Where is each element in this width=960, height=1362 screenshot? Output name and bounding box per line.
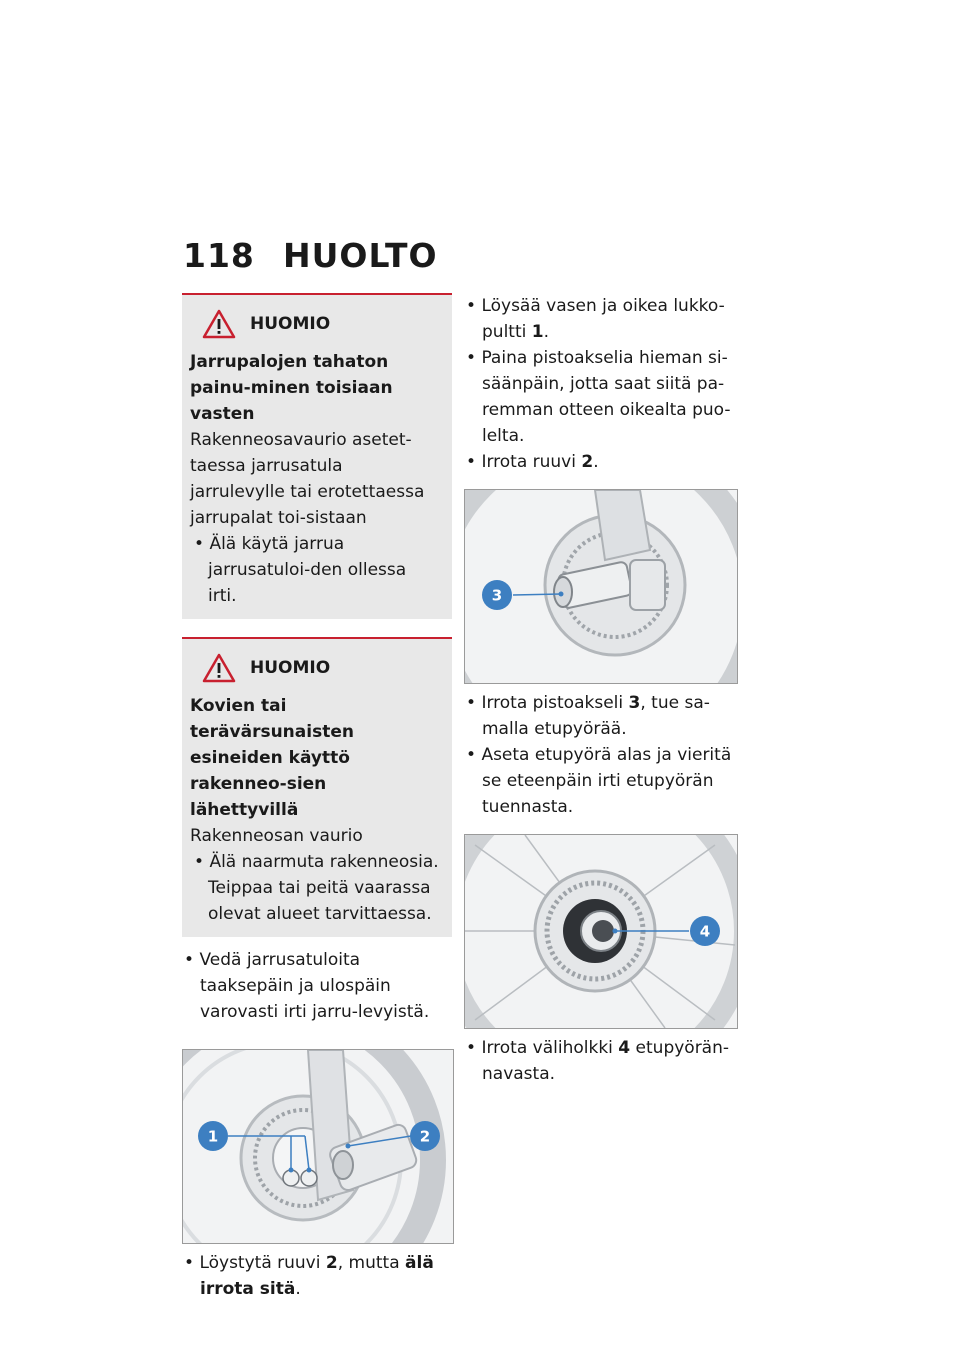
notice-subject: Jarrupalojen tahaton painu-minen toisiaan vasten — [190, 352, 393, 424]
section-title: HUOLTO — [283, 236, 438, 275]
step-text: Aseta etupyörä alas ja vieritä se eteenpäin irti etupyörän tuennasta. — [481, 745, 732, 817]
step-text: Löystytä ruuvi — [199, 1253, 326, 1273]
step-text: Paina pistoakselia hieman si-säänpäin, jotta saat siitä pa-remman otteen oikealta puo-lelta. — [481, 348, 731, 446]
notice-title: HUOMIO — [250, 314, 331, 334]
notice-box — [182, 293, 452, 619]
callout-badge — [198, 1121, 228, 1151]
callout-badge — [410, 1121, 440, 1151]
step-text: , mutta — [337, 1253, 406, 1273]
wheel-illustration — [465, 490, 737, 683]
step-text: etupyörän-navasta. — [482, 1038, 730, 1084]
page-number: 118 — [183, 236, 255, 275]
step-ref-number: 1 — [531, 322, 544, 342]
notice-header — [190, 653, 440, 683]
step-text: Irrota ruuvi — [481, 452, 582, 472]
warning-triangle-icon — [202, 309, 236, 339]
step-text: Vedä jarrusatuloita taaksepäin ja ulospäin varovasti irti jarru-levyistä. — [199, 950, 430, 1022]
step-ref-number: 2 — [325, 1253, 338, 1273]
step-text: Irrota väliholkki — [481, 1038, 619, 1058]
notice-consequence: Rakenneosan vaurio — [190, 826, 363, 846]
callout-label: 2 — [419, 1127, 431, 1146]
step-text: Löysää vasen ja oikea lukko-pultti — [481, 296, 725, 342]
callout-label: 1 — [207, 1127, 219, 1146]
step-emphasis: älä irrota sitä — [200, 1253, 434, 1299]
notice-consequence: Rakenneosavaurio asetet-taessa jarrusatula jarrulevylle tai erotettaessa jarrupalat toi-sistaan — [190, 430, 425, 528]
step-ref-number: 2 — [581, 452, 594, 472]
step-ref-number: 4 — [618, 1038, 631, 1058]
step-text: . — [543, 322, 549, 342]
page-header — [183, 236, 438, 275]
notice-bullet: • Älä käytä jarrua jarrusatuloi-den ollessa irti. — [194, 534, 407, 606]
notice-bullet: • Älä naarmuta rakenneosia. Teippaa tai peitä vaarassa olevat alueet tarvittaessa. — [194, 852, 439, 924]
callout-badge — [482, 580, 512, 610]
figure-spacer-sleeve — [464, 834, 738, 1029]
notice-header — [190, 309, 440, 339]
wheel-illustration — [183, 1050, 453, 1243]
callout-label: 3 — [491, 586, 503, 605]
step-text: Irrota pistoakseli — [481, 693, 629, 713]
step-text: . — [593, 452, 599, 472]
figure-axle-removal — [464, 489, 738, 684]
wheel-illustration — [465, 835, 737, 1028]
step-item: • Vedä jarrusatuloita taaksepäin ja ulospäin varovasti irti jarru-levyistä. — [184, 950, 430, 1022]
step-ref-number: 3 — [628, 693, 641, 713]
notice-title: HUOMIO — [250, 658, 331, 678]
step-item: • Irrota ruuvi 2. — [466, 452, 599, 472]
warning-triangle-icon — [202, 653, 236, 683]
notice-bullet-text: Älä käytä jarrua jarrusatuloi-den ollessa irti. — [208, 534, 407, 606]
left-column — [182, 293, 452, 1302]
right-column — [464, 293, 738, 1087]
step-item: • Löysää vasen ja oikea lukko-pultti 1. — [466, 296, 725, 342]
step-item: • Irrota väliholkki 4 etupyörän-navasta. — [466, 1038, 730, 1084]
step-item: • Irrota pistoakseli 3, tue sa-malla etupyörää. — [466, 693, 710, 739]
step-item: • Paina pistoakselia hieman si-säänpäin, jotta saat siitä pa-remman otteen oikealta puo-lelta. — [466, 348, 731, 446]
callout-label: 4 — [699, 922, 711, 941]
step-item: • Aseta etupyörä alas ja vieritä se eteenpäin irti etupyörän tuennasta. — [466, 745, 732, 817]
figure-brake-caliper-bolts — [182, 1049, 454, 1244]
notice-subject: Kovien tai terävärsunaisten esineiden käyttö rakenneo-sien lähettyvillä — [190, 696, 354, 820]
callout-badge — [690, 916, 720, 946]
step-item: • Löystytä ruuvi 2, mutta älä irrota sitä. — [184, 1253, 434, 1299]
step-text: , tue sa-malla etupyörää. — [482, 693, 710, 739]
step-text: . — [295, 1279, 301, 1299]
notice-bullet-text: Älä naarmuta rakenneosia. Teippaa tai peitä vaarassa olevat alueet tarvittaessa. — [208, 852, 439, 924]
notice-box — [182, 637, 452, 937]
